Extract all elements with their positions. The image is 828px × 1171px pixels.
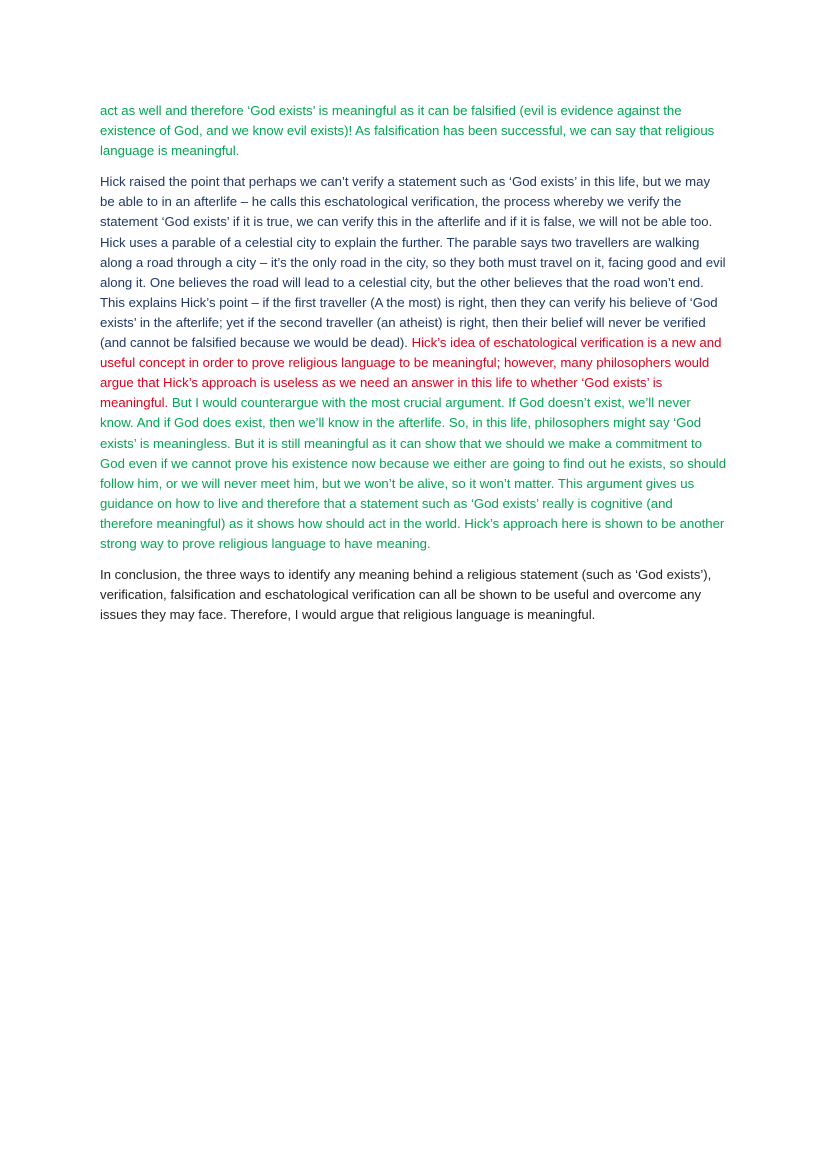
navy-text-segment: Hick raised the point that perhaps we can’t verify a statement such as ‘God exists’ in this life, but we may be able to in an afterlife – he calls this eschatological verification, the process whereby we verify the statement ‘God exists’ if it is true, we can verify this in the afterlife and if it is false, we will not be able too. Hick uses a parable of a celestial city to explain the further. The parable says two travellers are walking along a road through a city – it’s the only road in the city, so they both must travel on it, facing good and evil along it. One believes the road will lead to a celestial city, but the other believes that the road won’t end. This explains Hick’s point – if the first traveller (A the most) is right, then they can verify his believe of ‘God exists’ in the afterlife; yet if the second traveller (an atheist) is right, then their belief will never be verified (and cannot be falsified because we would be dead). [100,174,726,351]
paragraph-falsification-conclusion [100,101,728,161]
paragraph-conclusion [100,565,728,625]
document-page [100,101,728,636]
red-text-segment: Hick’s idea of eschatological verification is a new and useful concept in order to prove religious language to be meaningful; however, many philosophers would argue that Hick’s approach is useless as we need an answer in this life to whether ‘God exists’ is meaningful. [100,335,722,411]
black-text-segment: In conclusion, the three ways to identify any meaning behind a religious statement (such as ‘God exists’), verification, falsification and eschatological verification can all be shown to be useful and overcome any issues they may face. Therefore, I would argue that religious language is meaningful. [100,567,712,623]
green-text-segment: act as well and therefore ‘God exists’ is meaningful as it can be falsified (evil is evidence against the existence of God, and we know evil exists)! As falsification has been successful, we can say that religious language is meaningful. [100,103,715,159]
green-text-segment: But I would counterargue with the most crucial argument. If God doesn’t exist, we’ll never know. And if God does exist, then we’ll know in the afterlife. So, in this life, philosophers might say ‘God exists’ is meaningless. But it is still meaningful as it can show that we should we make a commitment to God even if we cannot prove his existence now because we either are going to find out he exists, so should follow him, or we will never meet him, but we won’t be alive, so it won’t matter. This argument gives us guidance on how to live and therefore that a statement such as ‘God exists’ really is cognitive (and therefore meaningful) as it shows how should act in the world. Hick’s approach here is shown to be another strong way to prove religious language to have meaning. [100,395,727,551]
paragraph-eschatological-verification [100,172,728,554]
